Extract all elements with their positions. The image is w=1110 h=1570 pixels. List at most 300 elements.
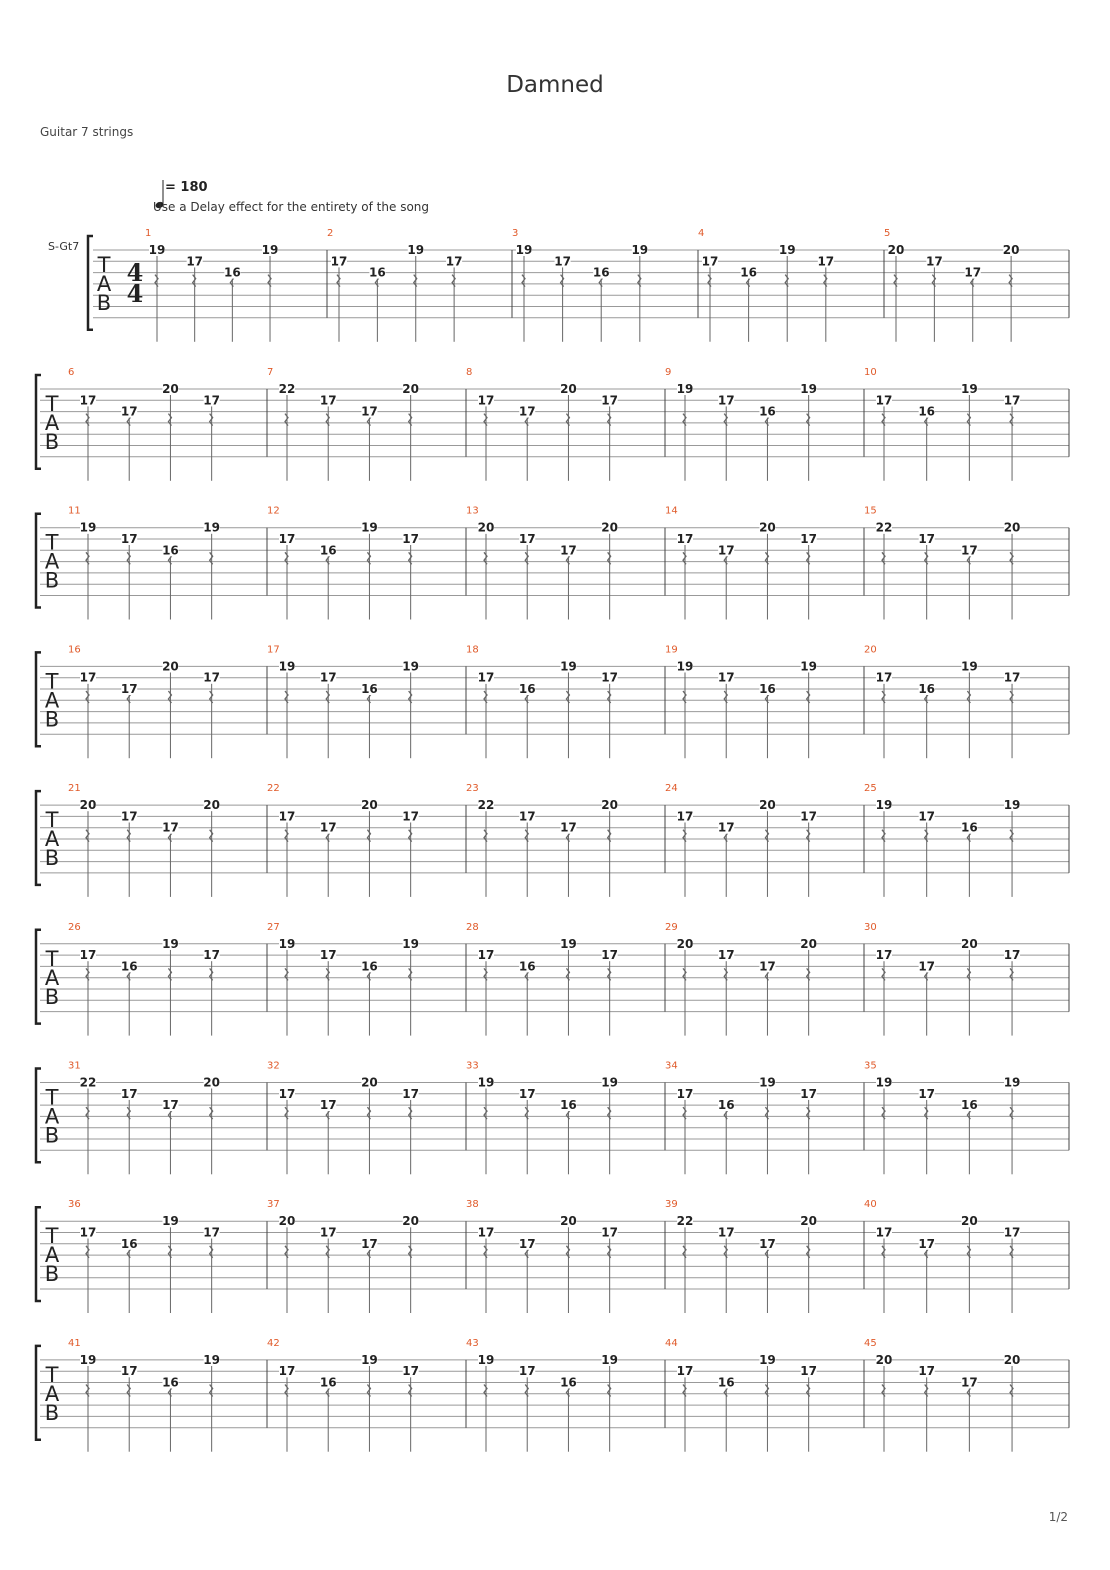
rest-glyph bbox=[86, 830, 89, 842]
fret-number: 16 bbox=[759, 682, 776, 696]
fret-number: 17 bbox=[918, 959, 936, 974]
rest-glyph bbox=[285, 830, 288, 842]
tab-clef-letter: T bbox=[45, 530, 59, 555]
rest-glyph bbox=[484, 691, 487, 703]
fret-number: 17 bbox=[964, 265, 982, 280]
measure-number: 12 bbox=[267, 505, 280, 517]
measure-number: 3 bbox=[512, 228, 519, 239]
rest-glyph bbox=[608, 968, 611, 980]
rest-glyph bbox=[925, 830, 928, 842]
rest-glyph bbox=[484, 414, 487, 426]
fret-number: 20 bbox=[278, 1214, 296, 1229]
fret-number: 17 bbox=[518, 532, 536, 546]
fret-number: 17 bbox=[120, 1364, 138, 1379]
rest-glyph bbox=[193, 275, 196, 287]
rest-glyph bbox=[765, 552, 768, 564]
fret-number: 20 bbox=[477, 520, 495, 535]
rest-glyph bbox=[765, 1107, 768, 1119]
fret-number: 17 bbox=[402, 1364, 420, 1379]
fret-number: 17 bbox=[717, 670, 735, 685]
measure-number: 36 bbox=[68, 1199, 81, 1211]
fret-number: 17 bbox=[278, 1086, 296, 1101]
fret-number: 16 bbox=[961, 1098, 978, 1113]
rest-glyph bbox=[210, 968, 213, 980]
tab-clef-letter: B bbox=[44, 846, 60, 871]
rest-glyph bbox=[484, 1385, 487, 1397]
fret-number: 19 bbox=[361, 520, 378, 535]
measure-number: 31 bbox=[68, 1060, 81, 1072]
tab-clef-letter: T bbox=[97, 253, 111, 277]
fret-number: 20 bbox=[759, 520, 776, 535]
rest-glyph bbox=[807, 1246, 810, 1258]
measure-number: 32 bbox=[267, 1060, 280, 1072]
rest-glyph bbox=[566, 968, 569, 980]
measure-number: 43 bbox=[466, 1337, 479, 1349]
measure-number: 29 bbox=[665, 921, 678, 933]
measure-number: 10 bbox=[864, 367, 877, 378]
fret-number: 19 bbox=[402, 936, 420, 951]
fret-number: 17 bbox=[701, 254, 719, 269]
fret-number: 17 bbox=[319, 1225, 337, 1240]
fret-number: 16 bbox=[717, 1098, 735, 1113]
fret-number: 17 bbox=[203, 393, 221, 408]
time-signature-top: 4 bbox=[126, 258, 144, 287]
fret-number: 19 bbox=[560, 936, 577, 951]
fret-number: 17 bbox=[560, 543, 577, 558]
rest-glyph bbox=[210, 830, 213, 842]
tab-clef-letter: A bbox=[44, 1381, 60, 1406]
fret-number: 17 bbox=[79, 948, 97, 963]
fret-number: 20 bbox=[875, 1352, 893, 1367]
rest-glyph bbox=[785, 275, 788, 287]
rest-glyph bbox=[608, 830, 611, 842]
fret-number: 19 bbox=[875, 1075, 893, 1090]
measure-number: 41 bbox=[68, 1337, 81, 1349]
fret-number: 19 bbox=[203, 520, 221, 535]
rest-glyph bbox=[608, 552, 611, 564]
rest-glyph bbox=[882, 691, 885, 703]
rest-glyph bbox=[925, 1385, 928, 1397]
fret-number: 19 bbox=[759, 1352, 776, 1367]
fret-number: 19 bbox=[148, 243, 166, 257]
rest-glyph bbox=[683, 1107, 686, 1119]
rest-glyph bbox=[86, 691, 89, 703]
fret-number: 17 bbox=[319, 948, 337, 963]
rest-glyph bbox=[414, 275, 417, 287]
rest-glyph bbox=[967, 1246, 970, 1258]
rest-glyph bbox=[168, 968, 171, 980]
fret-number: 19 bbox=[361, 1352, 378, 1367]
fret-number: 17 bbox=[445, 254, 463, 269]
fret-number: 19 bbox=[961, 382, 978, 396]
rest-glyph bbox=[1010, 414, 1013, 426]
fret-number: 16 bbox=[162, 1375, 179, 1390]
rest-glyph bbox=[1009, 275, 1012, 287]
rest-glyph bbox=[882, 414, 885, 426]
fret-number: 17 bbox=[402, 532, 420, 546]
rest-glyph bbox=[882, 830, 885, 842]
fret-number: 17 bbox=[676, 532, 694, 546]
rest-glyph bbox=[326, 968, 329, 980]
fret-number: 17 bbox=[79, 393, 97, 408]
rest-glyph bbox=[967, 414, 970, 426]
rest-glyph bbox=[683, 691, 686, 703]
measure-number: 19 bbox=[665, 644, 678, 656]
tab-clef-letter: B bbox=[44, 707, 60, 732]
fret-number: 17 bbox=[278, 809, 296, 824]
tab-clef-letter: B bbox=[44, 1400, 60, 1425]
fret-number: 17 bbox=[759, 959, 776, 974]
measure-number: 9 bbox=[665, 367, 672, 378]
page-number: 1/2 bbox=[1048, 1510, 1068, 1524]
track-label: S-Gt7 bbox=[48, 240, 80, 253]
fret-number: 17 bbox=[875, 393, 893, 408]
fret-number: 17 bbox=[875, 1225, 893, 1240]
fret-number: 17 bbox=[120, 809, 138, 824]
fret-number: 20 bbox=[676, 936, 694, 951]
fret-number: 17 bbox=[203, 670, 221, 685]
rest-glyph bbox=[285, 552, 288, 564]
fret-number: 17 bbox=[186, 254, 204, 269]
rest-glyph bbox=[210, 1385, 213, 1397]
measure-number: 15 bbox=[864, 505, 877, 517]
fret-number: 19 bbox=[477, 1352, 495, 1367]
fret-number: 19 bbox=[79, 520, 97, 535]
measure-number: 35 bbox=[864, 1060, 877, 1072]
tab-clef-letter: B bbox=[44, 430, 60, 454]
fret-number: 17 bbox=[875, 948, 893, 963]
tempo-marking: = 180 bbox=[165, 180, 208, 195]
fret-number: 16 bbox=[162, 543, 179, 558]
fret-number: 19 bbox=[402, 659, 420, 674]
rest-glyph bbox=[409, 1107, 412, 1119]
rest-glyph bbox=[285, 1385, 288, 1397]
tab-clef-letter: T bbox=[45, 1085, 59, 1110]
rest-glyph bbox=[683, 830, 686, 842]
rest-glyph bbox=[1010, 968, 1013, 980]
rest-glyph bbox=[409, 968, 412, 980]
fret-number: 17 bbox=[926, 254, 943, 269]
tab-clef-letter: B bbox=[96, 291, 112, 315]
fret-number: 19 bbox=[676, 382, 694, 396]
rest-glyph bbox=[409, 552, 412, 564]
fret-number: 20 bbox=[1002, 243, 1020, 257]
fret-number: 17 bbox=[717, 948, 735, 963]
fret-number: 17 bbox=[560, 820, 577, 835]
tab-clef-letter: T bbox=[45, 946, 59, 971]
fret-number: 17 bbox=[162, 820, 179, 835]
fret-number: 20 bbox=[759, 798, 776, 813]
fret-number: 19 bbox=[261, 243, 279, 257]
measure-number: 22 bbox=[267, 783, 280, 795]
measure-number: 28 bbox=[466, 921, 479, 933]
rest-glyph bbox=[708, 275, 711, 287]
fret-number: 17 bbox=[676, 1086, 694, 1101]
fret-number: 19 bbox=[278, 659, 296, 674]
measure-number: 1 bbox=[145, 228, 152, 239]
rest-glyph bbox=[409, 1385, 412, 1397]
fret-number: 20 bbox=[402, 382, 420, 396]
measure-number: 8 bbox=[466, 367, 473, 378]
fret-number: 19 bbox=[203, 1352, 221, 1367]
rest-glyph bbox=[683, 1246, 686, 1258]
rest-glyph bbox=[1010, 830, 1013, 842]
rest-glyph bbox=[724, 691, 727, 703]
fret-number: 17 bbox=[717, 543, 735, 558]
fret-number: 16 bbox=[120, 959, 138, 974]
fret-number: 19 bbox=[407, 243, 425, 257]
rest-glyph bbox=[409, 414, 412, 426]
fret-number: 17 bbox=[918, 1236, 936, 1251]
rest-glyph bbox=[765, 1385, 768, 1397]
fret-number: 20 bbox=[361, 1075, 378, 1090]
rest-glyph bbox=[409, 1246, 412, 1258]
rest-glyph bbox=[925, 552, 928, 564]
fret-number: 17 bbox=[759, 1236, 776, 1251]
rest-glyph bbox=[608, 1107, 611, 1119]
fret-number: 16 bbox=[759, 404, 776, 419]
fret-number: 22 bbox=[875, 520, 893, 535]
rest-glyph bbox=[155, 275, 158, 287]
rest-glyph bbox=[1010, 1107, 1013, 1119]
fret-number: 17 bbox=[278, 532, 296, 546]
fret-number: 22 bbox=[477, 798, 495, 813]
rest-glyph bbox=[326, 691, 329, 703]
rest-glyph bbox=[210, 1107, 213, 1119]
fret-number: 19 bbox=[477, 1075, 495, 1090]
tab-clef-letter: A bbox=[44, 827, 60, 852]
rest-glyph bbox=[86, 1385, 89, 1397]
fret-number: 16 bbox=[319, 543, 337, 558]
measure-number: 26 bbox=[68, 921, 81, 933]
measure-number: 42 bbox=[267, 1337, 280, 1349]
rest-glyph bbox=[127, 1385, 130, 1397]
fret-number: 19 bbox=[676, 659, 694, 674]
fret-number: 17 bbox=[817, 254, 835, 269]
fret-number: 17 bbox=[518, 809, 536, 824]
fret-number: 16 bbox=[918, 404, 936, 419]
fret-number: 17 bbox=[402, 809, 420, 824]
fret-number: 17 bbox=[361, 404, 378, 419]
fret-number: 16 bbox=[918, 682, 936, 696]
rest-glyph bbox=[168, 1246, 171, 1258]
rest-glyph bbox=[210, 1246, 213, 1258]
fret-number: 20 bbox=[560, 1214, 577, 1229]
fret-number: 19 bbox=[1003, 1075, 1021, 1090]
rest-glyph bbox=[86, 552, 89, 564]
measure-number: 30 bbox=[864, 921, 877, 933]
rest-glyph bbox=[882, 552, 885, 564]
rest-glyph bbox=[967, 968, 970, 980]
measure-number: 24 bbox=[665, 783, 678, 795]
measure-number: 5 bbox=[884, 228, 891, 239]
fret-number: 17 bbox=[120, 532, 138, 546]
rest-glyph bbox=[285, 1107, 288, 1119]
fret-number: 20 bbox=[601, 520, 619, 535]
fret-number: 16 bbox=[369, 265, 386, 280]
rest-glyph bbox=[561, 275, 564, 287]
fret-number: 19 bbox=[1003, 798, 1021, 813]
tab-clef-letter: B bbox=[44, 1123, 60, 1148]
tab-clef-letter: B bbox=[44, 984, 60, 1009]
tab-clef-letter: T bbox=[45, 1362, 59, 1387]
rest-glyph bbox=[967, 691, 970, 703]
rest-glyph bbox=[326, 1246, 329, 1258]
measure-number: 27 bbox=[267, 921, 280, 933]
rest-glyph bbox=[638, 275, 641, 287]
rest-glyph bbox=[367, 830, 370, 842]
fret-number: 17 bbox=[601, 1225, 619, 1240]
instrument-name: Guitar 7 strings bbox=[40, 125, 134, 139]
fret-number: 19 bbox=[800, 659, 818, 674]
fret-number: 17 bbox=[203, 1225, 221, 1240]
fret-number: 17 bbox=[717, 1225, 735, 1240]
fret-number: 19 bbox=[778, 243, 796, 257]
rest-glyph bbox=[882, 1107, 885, 1119]
fret-number: 19 bbox=[79, 1352, 97, 1367]
fret-number: 20 bbox=[162, 659, 179, 674]
fret-number: 19 bbox=[875, 798, 893, 813]
tab-clef-letter: B bbox=[44, 568, 60, 593]
fret-number: 17 bbox=[120, 404, 138, 419]
rest-glyph bbox=[1010, 1385, 1013, 1397]
fret-number: 16 bbox=[361, 682, 378, 696]
rest-glyph bbox=[932, 275, 935, 287]
fret-number: 19 bbox=[162, 936, 179, 951]
fret-number: 20 bbox=[1003, 520, 1021, 535]
fret-number: 19 bbox=[800, 382, 818, 396]
rest-glyph bbox=[484, 552, 487, 564]
rest-glyph bbox=[86, 1107, 89, 1119]
rest-glyph bbox=[210, 691, 213, 703]
fret-number: 17 bbox=[676, 809, 694, 824]
rest-glyph bbox=[807, 414, 810, 426]
fret-number: 17 bbox=[79, 670, 97, 685]
rest-glyph bbox=[127, 830, 130, 842]
tab-clef-letter: A bbox=[96, 272, 112, 296]
fret-number: 20 bbox=[800, 936, 818, 951]
fret-number: 17 bbox=[554, 254, 571, 269]
rest-glyph bbox=[724, 968, 727, 980]
tab-clef-letter: A bbox=[44, 1243, 60, 1268]
fret-number: 20 bbox=[203, 798, 221, 813]
fret-number: 17 bbox=[203, 948, 221, 963]
rest-glyph bbox=[566, 1246, 569, 1258]
rest-glyph bbox=[1010, 552, 1013, 564]
fret-number: 20 bbox=[402, 1214, 420, 1229]
fret-number: 19 bbox=[601, 1075, 619, 1090]
fret-number: 17 bbox=[319, 820, 337, 835]
fret-number: 17 bbox=[601, 948, 619, 963]
fret-number: 17 bbox=[961, 1375, 978, 1390]
fret-number: 17 bbox=[402, 1086, 420, 1101]
rest-glyph bbox=[608, 1385, 611, 1397]
fret-number: 17 bbox=[477, 948, 495, 963]
measure-number: 40 bbox=[864, 1199, 877, 1211]
fret-number: 17 bbox=[319, 1098, 337, 1113]
measure-number: 21 bbox=[68, 783, 81, 795]
measure-number: 33 bbox=[466, 1060, 479, 1072]
fret-number: 17 bbox=[676, 1364, 694, 1379]
fret-number: 17 bbox=[518, 1086, 536, 1101]
fret-number: 20 bbox=[961, 1214, 978, 1229]
fret-number: 20 bbox=[79, 798, 97, 813]
rest-glyph bbox=[484, 1246, 487, 1258]
fret-number: 17 bbox=[800, 1086, 818, 1101]
rest-glyph bbox=[86, 414, 89, 426]
tab-clef-letter: A bbox=[44, 411, 60, 435]
fret-number: 19 bbox=[162, 1214, 179, 1229]
rest-glyph bbox=[894, 275, 897, 287]
rest-glyph bbox=[566, 691, 569, 703]
fret-number: 17 bbox=[518, 404, 536, 419]
fret-number: 17 bbox=[477, 393, 495, 408]
rest-glyph bbox=[210, 414, 213, 426]
fret-number: 17 bbox=[1003, 393, 1021, 408]
delay-annotation: Use a Delay effect for the entirety of the song bbox=[153, 200, 430, 214]
rest-glyph bbox=[367, 1107, 370, 1119]
rest-glyph bbox=[683, 552, 686, 564]
tab-clef-letter: T bbox=[45, 808, 59, 833]
score-title: Damned bbox=[506, 72, 604, 98]
fret-number: 20 bbox=[361, 798, 378, 813]
fret-number: 17 bbox=[601, 393, 619, 408]
fret-number: 16 bbox=[120, 1236, 138, 1251]
rest-glyph bbox=[608, 1246, 611, 1258]
fret-number: 17 bbox=[319, 393, 337, 408]
fret-number: 17 bbox=[1003, 1225, 1021, 1240]
fret-number: 17 bbox=[918, 532, 936, 546]
tab-clef-letter: A bbox=[44, 688, 60, 713]
measure-number: 7 bbox=[267, 367, 274, 378]
fret-number: 17 bbox=[120, 682, 138, 696]
rest-glyph bbox=[925, 1107, 928, 1119]
rest-glyph bbox=[807, 1385, 810, 1397]
fret-number: 17 bbox=[717, 393, 735, 408]
fret-number: 19 bbox=[560, 659, 577, 674]
fret-number: 17 bbox=[518, 1236, 536, 1251]
fret-number: 17 bbox=[961, 543, 978, 558]
measure-number: 18 bbox=[466, 644, 479, 656]
rest-glyph bbox=[824, 275, 827, 287]
measure-number: 45 bbox=[864, 1337, 877, 1349]
rest-glyph bbox=[409, 830, 412, 842]
measure-number: 25 bbox=[864, 783, 877, 795]
rest-glyph bbox=[882, 968, 885, 980]
fret-number: 19 bbox=[601, 1352, 619, 1367]
rest-glyph bbox=[285, 691, 288, 703]
fret-number: 16 bbox=[717, 1375, 735, 1390]
fret-number: 17 bbox=[918, 809, 936, 824]
measure-number: 6 bbox=[68, 367, 75, 378]
tab-clef-letter: T bbox=[45, 1224, 59, 1249]
tab-clef-letter: T bbox=[45, 669, 59, 694]
rest-glyph bbox=[807, 691, 810, 703]
measure-number: 2 bbox=[327, 228, 334, 239]
rest-glyph bbox=[484, 968, 487, 980]
measure-number: 20 bbox=[864, 644, 877, 656]
rest-glyph bbox=[807, 830, 810, 842]
tab-clef-letter: A bbox=[44, 549, 60, 574]
fret-number: 17 bbox=[477, 1225, 495, 1240]
fret-number: 17 bbox=[800, 809, 818, 824]
fret-number: 22 bbox=[79, 1075, 97, 1090]
rest-glyph bbox=[525, 552, 528, 564]
rest-glyph bbox=[268, 275, 271, 287]
fret-number: 17 bbox=[162, 1098, 179, 1113]
rest-glyph bbox=[168, 414, 171, 426]
rest-glyph bbox=[210, 552, 213, 564]
